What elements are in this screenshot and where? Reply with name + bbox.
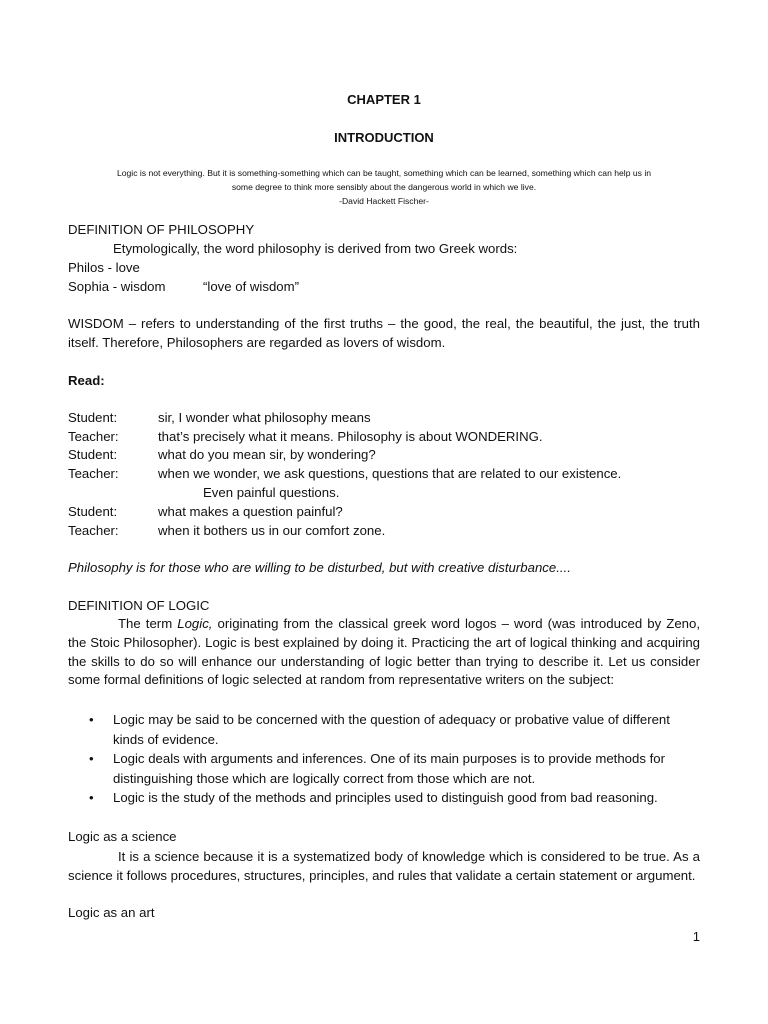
quote-author: -David Hackett Fischer- bbox=[339, 196, 429, 206]
logic-heading: DEFINITION OF LOGIC bbox=[68, 598, 210, 613]
logic-definitions-list bbox=[68, 710, 700, 808]
dialogue-speaker: Teacher: bbox=[68, 523, 119, 538]
science-paragraph: It is a science because it is a systematized body of knowledge which is considered to be true. As a science it follows procedures, structures, principles, and rules that validate a certain statement or argument. bbox=[68, 849, 700, 883]
list-item-text: Logic deals with arguments and inferences. One of its main purposes is to provide methods for distinguishing those which are logically correct from those which are not. bbox=[113, 751, 665, 786]
dialogue-line: sir, I wonder what philosophy means bbox=[158, 410, 371, 425]
philosophy-heading: DEFINITION OF PHILOSOPHY bbox=[68, 222, 255, 237]
dialogue-speaker: Student: bbox=[68, 447, 118, 462]
quote-line-2: some degree to think more sensibly about the dangerous world in which we live. bbox=[231, 182, 537, 192]
list-item-text: Logic is the study of the methods and principles used to distinguish good from bad reasoning. bbox=[113, 790, 658, 805]
read-label: Read: bbox=[68, 373, 105, 388]
chapter-title: INTRODUCTION bbox=[334, 130, 434, 145]
dialogue-line: what do you mean sir, by wondering? bbox=[158, 447, 376, 462]
list-item bbox=[68, 710, 700, 749]
philos-definition: Philos - love bbox=[68, 260, 140, 275]
quote-line-1: Logic is not everything. But it is something-something which can be taught, something which can be learned, something which can help us in bbox=[116, 168, 652, 178]
logic-para-post: originating from the classical greek word logos – word (was introduced by Zeno, the Stoic Philosopher). Logic is best explained by doing it. Practicing the art of logical thinking and acquiring the skills to do so will enhance our understanding of logic better than trying to describe it. Let us consider some formal definitions of logic selected at random from representative writers on the subject: bbox=[68, 616, 700, 688]
list-item bbox=[68, 788, 700, 808]
dialogue-line: when it bothers us in our comfort zone. bbox=[158, 523, 386, 538]
list-item-text: Logic may be said to be concerned with the question of adequacy or probative value of different kinds of evidence. bbox=[113, 712, 670, 747]
dialogue-speaker: Student: bbox=[68, 410, 118, 425]
bullet-icon: • bbox=[89, 790, 94, 805]
logic-para-pre: The term bbox=[118, 616, 178, 631]
love-of-wisdom: “love of wisdom” bbox=[203, 279, 300, 294]
art-heading: Logic as an art bbox=[68, 905, 155, 920]
logic-paragraph bbox=[68, 615, 700, 690]
dialogue-speaker: Teacher: bbox=[68, 429, 119, 444]
wisdom-paragraph: WISDOM – refers to understanding of the first truths – the good, the real, the beautiful, the just, the truth itself. Therefore, Philosophers are regarded as lovers of wisdom. bbox=[68, 316, 700, 350]
dialogue-speaker: Student: bbox=[68, 504, 118, 519]
dialogue-line: that’s precisely what it means. Philosophy is about WONDERING. bbox=[158, 429, 543, 444]
dialogue-line-continued: Even painful questions. bbox=[203, 485, 340, 500]
epigraph-quote bbox=[68, 166, 700, 208]
philosophy-note: Philosophy is for those who are willing to be disturbed, but with creative disturbance.... bbox=[68, 560, 571, 575]
science-heading: Logic as a science bbox=[68, 829, 177, 844]
sophia-definition: Sophia - wisdom bbox=[68, 279, 166, 294]
bullet-icon: • bbox=[89, 751, 94, 766]
logic-term: Logic, bbox=[177, 616, 213, 631]
etymology-text: Etymologically, the word philosophy is derived from two Greek words: bbox=[113, 241, 518, 256]
bullet-icon: • bbox=[89, 712, 94, 727]
dialogue-line: when we wonder, we ask questions, questions that are related to our existence. bbox=[158, 466, 622, 481]
page-number: 1 bbox=[692, 929, 700, 944]
chapter-label: CHAPTER 1 bbox=[347, 92, 421, 107]
list-item bbox=[68, 749, 700, 788]
dialogue-line: what makes a question painful? bbox=[158, 504, 343, 519]
dialogue-speaker: Teacher: bbox=[68, 466, 119, 481]
